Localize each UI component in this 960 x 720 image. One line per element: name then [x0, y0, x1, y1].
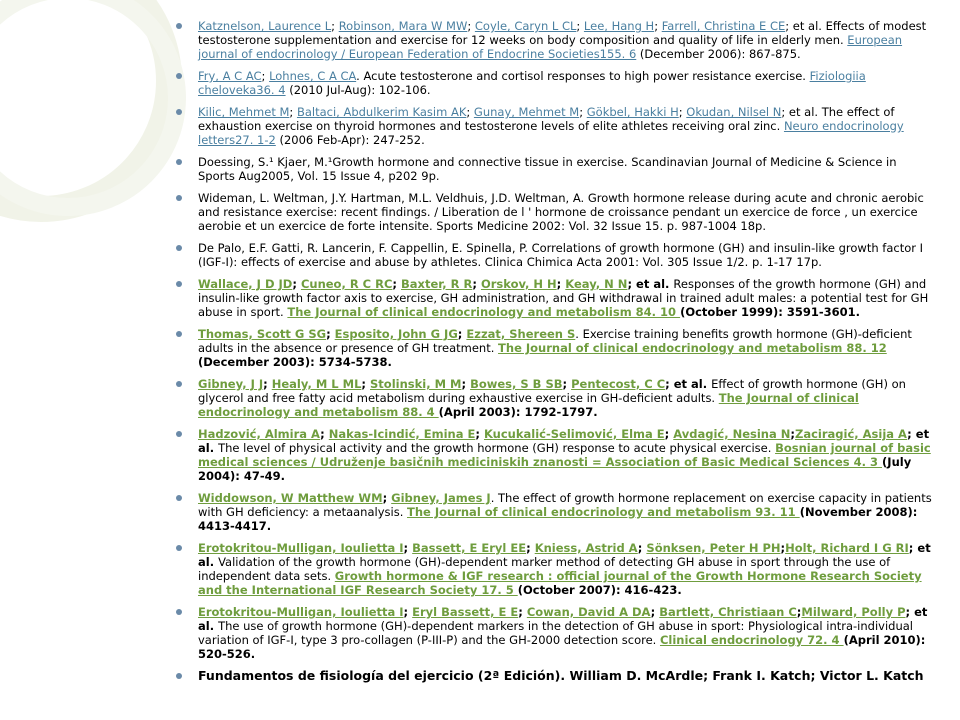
reference-link[interactable]: Sönksen, Peter H PH	[646, 541, 781, 555]
reference-text: ;	[289, 105, 297, 119]
reference-item	[176, 19, 936, 61]
reference-link[interactable]: Orskov, H H	[480, 277, 557, 291]
reference-link[interactable]: The Journal of clinical endocrinology and metabolism 84. 10	[287, 305, 681, 319]
reference-text: ; et al. Effects of modest testosterone supplementation and exercise for 12 weeks on body composition and quality of life in elderly men.	[198, 19, 927, 47]
reference-text: ;	[361, 377, 371, 391]
reference-text: Effect of growth hormone (GH) on glycerol and free fatty acid metabolism during exhaustive exercise in GH-deficient adults.	[198, 377, 906, 405]
reference-text: . Acute testosterone and cortisol responses to high power resistance exercise.	[356, 69, 810, 83]
reference-link[interactable]: Bosnian journal of basic medical sciences / Udruženje basičnih mediciniskih znanosti = Association of Basic Medical Sciences 4. 3	[198, 441, 931, 469]
reference-text: ;	[678, 105, 687, 119]
reference-item	[176, 491, 936, 533]
reference-text: (November 2008): 4413-4417.	[198, 505, 918, 533]
reference-link[interactable]: Wallace, J D JD	[198, 277, 293, 291]
reference-link[interactable]: The Journal of clinical endocrinology and metabolism 88. 12	[498, 341, 887, 355]
reference-link[interactable]: Avdagić, Nesina N	[673, 427, 791, 441]
reference-text: ;	[382, 491, 392, 505]
reference-text: ; et al.	[198, 541, 931, 569]
reference-text: (July 2004): 47-49.	[198, 455, 912, 483]
bullet-icon	[176, 195, 182, 201]
reference-link[interactable]: Baltaci, Abdulkerim Kasim AK	[296, 105, 467, 119]
reference-text: ;	[518, 605, 527, 619]
reference-text: ;	[467, 19, 475, 33]
reference-text: . Exercise training benefits growth hormone (GH)-deficient adults in the absence or presence of GH treatment.	[198, 327, 912, 355]
reference-link[interactable]: Robinson, Mara W MW	[338, 19, 468, 33]
reference-text: ;	[466, 105, 474, 119]
reference-item	[176, 541, 936, 597]
bullet-icon	[176, 159, 182, 165]
reference-item	[176, 377, 936, 419]
reference-text: Validation of the growth hormone (GH)-dependent marker method of detecting GH abuse in sport through the use of independent data sets.	[198, 555, 891, 583]
reference-link[interactable]: Lohnes, C A CA	[269, 69, 357, 83]
reference-link[interactable]: Esposito, John G JG	[334, 327, 458, 341]
reference-list	[176, 19, 936, 691]
bullet-icon	[176, 495, 182, 501]
reference-link[interactable]: The Journal of clinical endocrinology and metabolism 93. 11	[407, 505, 800, 519]
reference-text: (April 2010): 520-526.	[198, 633, 926, 661]
reference-link[interactable]: Eryl Bassett, E E	[412, 605, 519, 619]
bullet-icon	[176, 281, 182, 287]
reference-link[interactable]: Growth hormone & IGF research : official journal of the Growth Hormone Research Society and the International IGF Research Society 17. 5	[198, 569, 922, 597]
reference-item	[176, 241, 936, 269]
reference-item	[176, 105, 936, 147]
reference-text: ;	[461, 377, 471, 391]
reference-text: Wideman, L. Weltman, J.Y. Hartman, M.L. Veldhuis, J.D. Weltman, A. Growth hormone release during acute and chronic aerobic and resistance exercise: recent findings. / Liberation de l ' hormone de croissance pendant un exercice de force , un exercice aerobie et un exercice de forte intensite. Sports Medicine 2002: Vol. 32 Issue 15. p. 987-1004 18p.	[198, 191, 924, 233]
decorative-ring	[0, 0, 186, 216]
reference-text: ;	[261, 69, 270, 83]
reference-link[interactable]: Farrell, Christina E CE	[661, 19, 786, 33]
reference-text: ;	[331, 19, 339, 33]
reference-item	[176, 155, 936, 183]
reference-link[interactable]: Cowan, David A DA	[526, 605, 651, 619]
reference-text: ;	[579, 105, 587, 119]
background-decoration	[0, 0, 200, 240]
reference-link[interactable]: Ezzat, Shereen S	[466, 327, 576, 341]
reference-text: ;	[263, 377, 272, 391]
reference-text: ;	[326, 327, 335, 341]
reference-item	[176, 277, 936, 319]
reference-text: (October 2007): 416-423.	[517, 583, 682, 597]
reference-text: ;	[526, 541, 535, 555]
reference-text: ;	[637, 541, 647, 555]
reference-text: Responses of the growth hormone (GH) and insulin-like growth factor axis to exercise, GH administration, and GH withdrawal in trained adult males: a potential test for GH abuse in sport.	[198, 277, 929, 319]
reference-link[interactable]: Katznelson, Laurence L	[198, 19, 332, 33]
reference-link[interactable]: Gökbel, Hakki H	[586, 105, 679, 119]
reference-link[interactable]: Keay, N N	[565, 277, 628, 291]
reference-text: ;	[403, 605, 413, 619]
bullet-icon	[176, 73, 182, 79]
bullet-icon	[176, 673, 182, 679]
reference-link[interactable]: Lee, Hang H	[583, 19, 655, 33]
reference-text: (2010 Jul-Aug): 102-106.	[285, 83, 431, 97]
reference-link[interactable]: Bowes, S B SB	[470, 377, 563, 391]
reference-link[interactable]: Bartlett, Christiaan C	[659, 605, 797, 619]
reference-link[interactable]: Baxter, R R	[401, 277, 473, 291]
reference-text: ;	[556, 277, 566, 291]
reference-item	[176, 669, 936, 683]
reference-text: ;	[664, 427, 674, 441]
reference-link[interactable]: Fiziologiia cheloveka36. 4	[198, 69, 866, 97]
reference-item	[176, 327, 936, 369]
reference-text: . The effect of growth hormone replacement on exercise capacity in patients with GH deficiency: a metaanalysis.	[198, 491, 932, 519]
bullet-icon	[176, 331, 182, 337]
reference-link[interactable]: Hadzović, Almira A	[198, 427, 321, 441]
reference-link[interactable]: Cuneo, R C RC	[300, 277, 393, 291]
reference-text: ;	[654, 19, 662, 33]
reference-text: ;	[790, 427, 795, 441]
reference-text: ;	[780, 541, 786, 555]
reference-link[interactable]: Healy, M L ML	[271, 377, 362, 391]
reference-text: ; et al. The effect of exhaustion exercise on thyroid hormones and testosterone levels of elite athletes receiving oral zinc.	[198, 105, 895, 133]
reference-text: Fundamentos de fisiología del ejercicio (2ª Edición). William D. McArdle; Frank I. Katch; Victor L. Katch	[198, 668, 924, 683]
reference-text: (December 2003): 5734-5738.	[198, 355, 392, 369]
decorative-ring	[0, 0, 182, 222]
reference-text: ; et al.	[627, 277, 674, 291]
reference-text: (October 1999): 3591-3601.	[680, 305, 861, 319]
bullet-icon	[176, 545, 182, 551]
reference-link[interactable]: The Journal of clinical endocrinology and metabolism 88. 4	[198, 391, 859, 419]
reference-link[interactable]: Erotokritou-Mulligan, Ioulietta I	[198, 605, 404, 619]
reference-link[interactable]: Gibney, J J	[198, 377, 264, 391]
reference-text: ;	[320, 427, 329, 441]
reference-text: The level of physical activity and the growth hormone (GH) response to acute physical exercise.	[218, 441, 776, 455]
reference-item	[176, 69, 936, 97]
reference-text: ; et al.	[198, 605, 928, 633]
reference-link[interactable]: Kilic, Mehmet M	[198, 105, 290, 119]
reference-link[interactable]: Gibney, James J	[391, 491, 491, 505]
reference-link[interactable]: Stolinski, M M	[370, 377, 462, 391]
reference-text: ; et al.	[665, 377, 712, 391]
bullet-icon	[176, 245, 182, 251]
reference-text: ; et al.	[198, 427, 930, 455]
reference-text: ;	[292, 277, 301, 291]
reference-text: ;	[457, 327, 467, 341]
reference-text: (April 2003): 1792-1797.	[438, 405, 598, 419]
bullet-icon	[176, 381, 182, 387]
reference-link[interactable]: Holt, Richard I G RI	[785, 541, 909, 555]
bullet-icon	[176, 609, 182, 615]
reference-text: ;	[576, 19, 584, 33]
reference-link[interactable]: Pentecost, C C	[571, 377, 666, 391]
bullet-icon	[176, 431, 182, 437]
reference-link[interactable]: Fry, A C AC	[198, 69, 262, 83]
bullet-icon	[176, 109, 182, 115]
reference-link[interactable]: Erotokritou-Mulligan, Ioulietta I	[198, 541, 404, 555]
reference-item	[176, 191, 936, 233]
reference-link[interactable]: European journal of endocrinology / European Federation of Endocrine Societies155. 6	[198, 33, 903, 61]
reference-text: Doessing, S.¹ Kjaer, M.¹Growth hormone and connective tissue in exercise. Scandinavian Journal of Medicine & Science in Sports Aug2005, Vol. 15 Issue 4, p202 9p.	[198, 155, 897, 183]
reference-text: (December 2006): 867-875.	[636, 47, 801, 61]
bullet-icon	[176, 23, 182, 29]
reference-link[interactable]: Okudan, Nilsel N	[686, 105, 782, 119]
reference-text: ;	[475, 427, 484, 441]
reference-text: ;	[650, 605, 660, 619]
reference-text: ;	[472, 277, 481, 291]
reference-item	[176, 605, 936, 661]
reference-text: (2006 Feb-Apr): 247-252.	[275, 133, 425, 147]
reference-link[interactable]: Neuro endocrinology letters27. 1-2	[198, 119, 904, 147]
reference-text: ;	[403, 541, 413, 555]
reference-link[interactable]: Nakas-Icindić, Emina E	[328, 427, 476, 441]
reference-link[interactable]: Clinical endocrinology 72. 4	[659, 633, 844, 647]
reference-link[interactable]: Milward, Polly P	[801, 605, 906, 619]
reference-link[interactable]: Widdowson, W Matthew WM	[198, 491, 383, 505]
reference-text: ;	[796, 605, 802, 619]
reference-link[interactable]: Kucukalić-Selimović, Elma E	[483, 427, 665, 441]
reference-text: The use of growth hormone (GH)-dependent markers in the detection of GH abuse in sport: Physiological intra-individual variation of IGF-I, type 3 pro-collagen (P-III-P) and the GH-2000 detection score.	[198, 619, 913, 647]
reference-text: ;	[392, 277, 402, 291]
reference-link[interactable]: Zaciragić, Asija A	[795, 427, 908, 441]
reference-text: De Palo, E.F. Gatti, R. Lancerin, F. Cappellin, E. Spinella, P. Correlations of growth hormone (GH) and insulin-like growth factor I (IGF-I): effects of exercise and abuse by athletes. Clinica Chimica Acta 2001: Vol. 305 Issue 1/2. p. 1-17 17p.	[198, 241, 924, 269]
reference-link[interactable]: Gunay, Mehmet M	[473, 105, 580, 119]
reference-text: ;	[562, 377, 572, 391]
reference-link[interactable]: Bassett, E Eryl EE	[412, 541, 527, 555]
reference-link[interactable]: Thomas, Scott G SG	[198, 327, 327, 341]
reference-item	[176, 427, 936, 483]
reference-link[interactable]: Kniess, Astrid A	[534, 541, 638, 555]
reference-link[interactable]: Coyle, Caryn L CL	[474, 19, 577, 33]
